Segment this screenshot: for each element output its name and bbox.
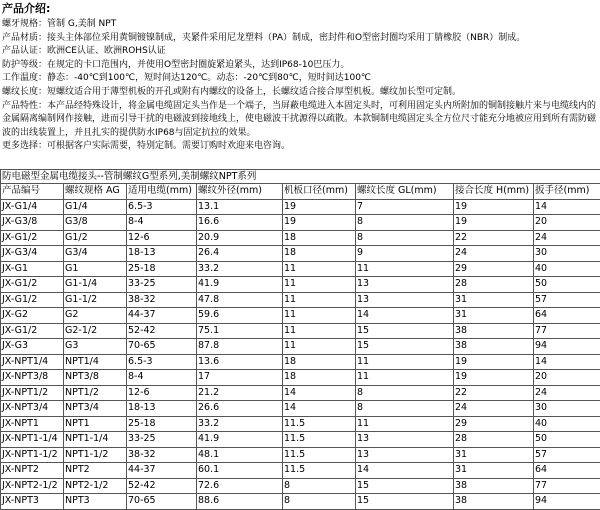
cell-panel-hole: 18: [283, 230, 356, 246]
cell-product-code: JX-G1/2: [1, 292, 64, 308]
cell-thread-spec: NPT2-1/2: [64, 478, 127, 494]
cell-panel-hole: 14: [283, 401, 356, 417]
table-body: [1, 199, 600, 509]
cell-thread-length: 13: [356, 432, 454, 448]
table-row: [1, 370, 600, 386]
cell-cable-range: 8-4: [127, 370, 197, 386]
cell-engagement-length: 24: [454, 246, 534, 262]
cell-thread-outer-diameter: 87.8: [197, 339, 283, 355]
cell-thread-length: 11: [356, 416, 454, 432]
cell-product-code: JX-NPT3/4: [1, 401, 64, 417]
cell-cable-range: 33-25: [127, 277, 197, 293]
spec-table: [0, 169, 600, 510]
cell-thread-outer-diameter: 60.1: [197, 463, 283, 479]
cell-thread-length: 14: [356, 308, 454, 324]
cell-cable-range: 8-4: [127, 215, 197, 231]
cell-product-code: JX-NPT1-1/2: [1, 447, 64, 463]
column-header-thread-length: 螺纹长度 GL(mm): [356, 184, 454, 200]
column-header-cable-range: 适用电缆(mm): [127, 184, 197, 200]
product-intro: [2, 2, 598, 154]
cell-cable-range: 44-37: [127, 463, 197, 479]
cell-thread-outer-diameter: 17: [197, 370, 283, 386]
cell-engagement-length: 22: [454, 230, 534, 246]
table-row: [1, 385, 600, 401]
cell-product-code: JX-G3/4: [1, 246, 64, 262]
cell-thread-length: 15: [356, 478, 454, 494]
cell-panel-hole: 11: [283, 339, 356, 355]
cell-cable-range: 33-25: [127, 432, 197, 448]
cell-thread-length: 8: [356, 385, 454, 401]
cell-thread-spec: G1-1/2: [64, 292, 127, 308]
cell-engagement-length: 29: [454, 261, 534, 277]
cell-panel-hole: 18: [283, 354, 356, 370]
cell-panel-hole: 11: [283, 323, 356, 339]
cell-engagement-length: 29: [454, 416, 534, 432]
cell-product-code: JX-NPT1/4: [1, 354, 64, 370]
table-row: [1, 478, 600, 494]
table-row: [1, 354, 600, 370]
cell-wrench-size: 14: [534, 354, 600, 370]
cell-panel-hole: 18: [283, 246, 356, 262]
cell-wrench-size: 24: [534, 230, 600, 246]
cell-thread-outer-diameter: 88.6: [197, 494, 283, 510]
cell-thread-length: 15: [356, 323, 454, 339]
cell-cable-range: 52-42: [127, 323, 197, 339]
cell-thread-outer-diameter: 41.9: [197, 277, 283, 293]
column-header-thread-outer-diameter: 螺纹外径(mm): [197, 184, 283, 200]
cell-thread-outer-diameter: 26.4: [197, 246, 283, 262]
cell-wrench-size: 40: [534, 416, 600, 432]
cell-wrench-size: 20: [534, 370, 600, 386]
cell-product-code: JX-G1/4: [1, 199, 64, 215]
cell-panel-hole: 11.5: [283, 416, 356, 432]
cell-thread-outer-diameter: 47.8: [197, 292, 283, 308]
cell-cable-range: 70-65: [127, 494, 197, 510]
table-row: [1, 230, 600, 246]
cell-thread-spec: NPT1: [64, 416, 127, 432]
table-row: [1, 447, 600, 463]
intro-working-temperature: 工作温度：静态：-40℃到100℃，短时间达120℃。动态：-20℃到80℃，短时间达100℃: [2, 72, 598, 86]
cell-thread-outer-diameter: 41.9: [197, 432, 283, 448]
cell-thread-length: 8: [356, 215, 454, 231]
cell-thread-outer-diameter: 26.6: [197, 401, 283, 417]
cell-wrench-size: 24: [534, 385, 600, 401]
cell-panel-hole: 8: [283, 494, 356, 510]
cell-thread-spec: G2: [64, 308, 127, 324]
cell-engagement-length: 19: [454, 199, 534, 215]
cell-cable-range: 44-37: [127, 308, 197, 324]
intro-thread-spec: 螺牙规格：管制 G,美制 NPT: [2, 18, 598, 32]
cell-cable-range: 38-32: [127, 292, 197, 308]
cell-thread-length: 14: [356, 463, 454, 479]
cell-thread-spec: G3/4: [64, 246, 127, 262]
cell-thread-outer-diameter: 72.6: [197, 478, 283, 494]
cell-wrench-size: 30: [534, 401, 600, 417]
cell-product-code: JX-G1/2: [1, 230, 64, 246]
intro-material: 产品材质：接头主体部位采用黄铜镀镍制成，夹紧件采用尼龙塑料（PA）制成，密封件和O型密封圈均采用丁腈橡胶（NBR）制成。: [2, 32, 598, 46]
cell-panel-hole: 8: [283, 478, 356, 494]
cell-cable-range: 18-13: [127, 246, 197, 262]
cell-panel-hole: 11: [283, 308, 356, 324]
cell-wrench-size: 20: [534, 215, 600, 231]
cell-product-code: JX-NPT2-1/2: [1, 478, 64, 494]
cell-cable-range: 25-18: [127, 261, 197, 277]
cell-panel-hole: 18: [283, 370, 356, 386]
cell-cable-range: 52-42: [127, 478, 197, 494]
cell-product-code: JX-G1/2: [1, 323, 64, 339]
cell-panel-hole: 19: [283, 199, 356, 215]
cell-thread-length: 8: [356, 230, 454, 246]
table-row: [1, 323, 600, 339]
cell-thread-length: 11: [356, 261, 454, 277]
cell-thread-outer-diameter: 13.6: [197, 354, 283, 370]
cell-thread-spec: G1/4: [64, 199, 127, 215]
cell-wrench-size: 64: [534, 308, 600, 324]
cell-thread-spec: NPT3/8: [64, 370, 127, 386]
cell-wrench-size: 94: [534, 339, 600, 355]
cell-thread-spec: NPT3: [64, 494, 127, 510]
cell-engagement-length: 19: [454, 354, 534, 370]
cell-thread-spec: NPT3/4: [64, 401, 127, 417]
cell-thread-spec: NPT1-1/2: [64, 447, 127, 463]
cell-panel-hole: 14: [283, 385, 356, 401]
table-row: [1, 215, 600, 231]
cell-wrench-size: 57: [534, 447, 600, 463]
intro-certification: 产品认证：欧洲CE认证、欧洲ROHS认证: [2, 45, 598, 59]
cell-thread-outer-diameter: 33.2: [197, 261, 283, 277]
cell-engagement-length: 38: [454, 478, 534, 494]
cell-thread-outer-diameter: 33.2: [197, 416, 283, 432]
cell-thread-outer-diameter: 59.6: [197, 308, 283, 324]
cell-cable-range: 70-65: [127, 339, 197, 355]
intro-more-options: 更多选择：可根据客户实际需要，特别定制。需要订购时欢迎来电咨询。: [2, 140, 598, 154]
cell-product-code: JX-NPT3: [1, 494, 64, 510]
cell-thread-outer-diameter: 20.9: [197, 230, 283, 246]
cell-engagement-length: 28: [454, 277, 534, 293]
cell-wrench-size: 40: [534, 261, 600, 277]
column-header-engagement-length: 接合长度 H(mm): [454, 184, 534, 200]
cell-product-code: JX-NPT3/8: [1, 370, 64, 386]
cell-wrench-size: 50: [534, 432, 600, 448]
table-header-row: [1, 184, 600, 200]
table-row: [1, 494, 600, 510]
intro-features: 产品特性：本产品经特殊设计，将金属电缆固定头当作是一个端子，当屏蔽电缆进入本固定头时，可利用固定头内所附加的铜制接触片来与电缆线内的金属隔离编制网作接触，进而引导干扰的电磁波到接地线上，使电磁波干扰源得以疏散。本款铜制电缆固定头全方位尺寸能充分地被应用到所有需防磁波的出线装置上，并且扎实的提供防水IP68与固定抗拉的效果。: [2, 100, 598, 141]
cell-product-code: JX-G3/8: [1, 215, 64, 231]
table-row: [1, 199, 600, 215]
cell-panel-hole: 11.5: [283, 432, 356, 448]
cell-wrench-size: 57: [534, 292, 600, 308]
cell-engagement-length: 31: [454, 292, 534, 308]
table-caption: 防电磁型金属电缆接头--管制螺纹G型系列,美制螺纹NPT系列: [1, 170, 600, 184]
cell-thread-length: 11: [356, 370, 454, 386]
cell-thread-length: 13: [356, 292, 454, 308]
table-row: [1, 308, 600, 324]
cell-engagement-length: 22: [454, 385, 534, 401]
intro-protection-level: 防护等级：在规定的卡口范围内，并使用O型密封圈旋紧迫紧头，达到IP68-10巴压力。: [2, 59, 598, 73]
intro-thread-length: 螺纹长度：短螺纹适合用于薄型机板的开孔或附有内螺纹的设备上，长螺纹适合接合厚型机板。螺纹加长型可定制。: [2, 86, 598, 100]
cell-engagement-length: 28: [454, 432, 534, 448]
column-header-panel-hole: 机板口径(mm): [283, 184, 356, 200]
table-row: [1, 463, 600, 479]
cell-product-code: JX-G3: [1, 339, 64, 355]
table-row: [1, 339, 600, 355]
cell-wrench-size: 77: [534, 323, 600, 339]
cell-cable-range: 18-13: [127, 401, 197, 417]
cell-wrench-size: 50: [534, 277, 600, 293]
cell-thread-outer-diameter: 48.1: [197, 447, 283, 463]
intro-title: 产品介绍:: [2, 2, 598, 15]
cell-thread-length: 13: [356, 277, 454, 293]
cell-engagement-length: 38: [454, 494, 534, 510]
cell-wrench-size: 77: [534, 478, 600, 494]
column-header-product-code: 产品编号: [1, 184, 64, 200]
cell-engagement-length: 38: [454, 323, 534, 339]
cell-thread-length: 15: [356, 494, 454, 510]
table-row: [1, 416, 600, 432]
cell-product-code: JX-G1: [1, 261, 64, 277]
cell-panel-hole: 11: [283, 292, 356, 308]
cell-engagement-length: 31: [454, 463, 534, 479]
cell-engagement-length: 31: [454, 447, 534, 463]
cell-thread-outer-diameter: 21.2: [197, 385, 283, 401]
cell-panel-hole: 11.5: [283, 463, 356, 479]
cell-thread-length: 13: [356, 447, 454, 463]
cell-cable-range: 6.5-3: [127, 354, 197, 370]
cell-panel-hole: 11.5: [283, 447, 356, 463]
cell-thread-length: 11: [356, 354, 454, 370]
cell-thread-outer-diameter: 13.1: [197, 199, 283, 215]
cell-cable-range: 12-6: [127, 230, 197, 246]
cell-wrench-size: 14: [534, 199, 600, 215]
cell-product-code: JX-NPT1-1/4: [1, 432, 64, 448]
cell-thread-spec: G1: [64, 261, 127, 277]
cell-product-code: JX-NPT1: [1, 416, 64, 432]
cell-thread-outer-diameter: 75.1: [197, 323, 283, 339]
table-caption-row: [1, 170, 600, 184]
cell-thread-spec: G3/8: [64, 215, 127, 231]
cell-thread-spec: NPT1/2: [64, 385, 127, 401]
cell-product-code: JX-G1/2: [1, 277, 64, 293]
cell-panel-hole: 11: [283, 277, 356, 293]
cell-wrench-size: 64: [534, 463, 600, 479]
column-header-thread-spec: 螺纹规格 AG: [64, 184, 127, 200]
table-row: [1, 277, 600, 293]
table-row: [1, 261, 600, 277]
cell-cable-range: 6.5-3: [127, 199, 197, 215]
cell-wrench-size: 30: [534, 246, 600, 262]
cell-cable-range: 38-32: [127, 447, 197, 463]
cell-engagement-length: 31: [454, 308, 534, 324]
cell-thread-length: 15: [356, 339, 454, 355]
cell-panel-hole: 19: [283, 215, 356, 231]
cell-thread-spec: G1-1/4: [64, 277, 127, 293]
cell-panel-hole: 11: [283, 261, 356, 277]
cell-thread-length: 9: [356, 246, 454, 262]
cell-thread-spec: NPT2: [64, 463, 127, 479]
cell-engagement-length: 19: [454, 370, 534, 386]
table-row: [1, 292, 600, 308]
cell-thread-spec: NPT1/4: [64, 354, 127, 370]
cell-engagement-length: 24: [454, 401, 534, 417]
cell-wrench-size: 94: [534, 494, 600, 510]
cell-cable-range: 12-6: [127, 385, 197, 401]
cell-thread-length: 8: [356, 401, 454, 417]
table-row: [1, 246, 600, 262]
cell-thread-spec: NPT1-1/4: [64, 432, 127, 448]
cell-engagement-length: 19: [454, 215, 534, 231]
cell-thread-spec: G3: [64, 339, 127, 355]
cell-thread-outer-diameter: 16.6: [197, 215, 283, 231]
cell-thread-spec: G2-1/2: [64, 323, 127, 339]
cell-product-code: JX-NPT1/2: [1, 385, 64, 401]
column-header-wrench-size: 扳手径(mm): [534, 184, 600, 200]
table-row: [1, 432, 600, 448]
cell-cable-range: 25-18: [127, 416, 197, 432]
cell-thread-spec: G1/2: [64, 230, 127, 246]
table-row: [1, 401, 600, 417]
cell-engagement-length: 38: [454, 339, 534, 355]
cell-product-code: JX-G2: [1, 308, 64, 324]
cell-product-code: JX-NPT2: [1, 463, 64, 479]
cell-thread-length: 7: [356, 199, 454, 215]
